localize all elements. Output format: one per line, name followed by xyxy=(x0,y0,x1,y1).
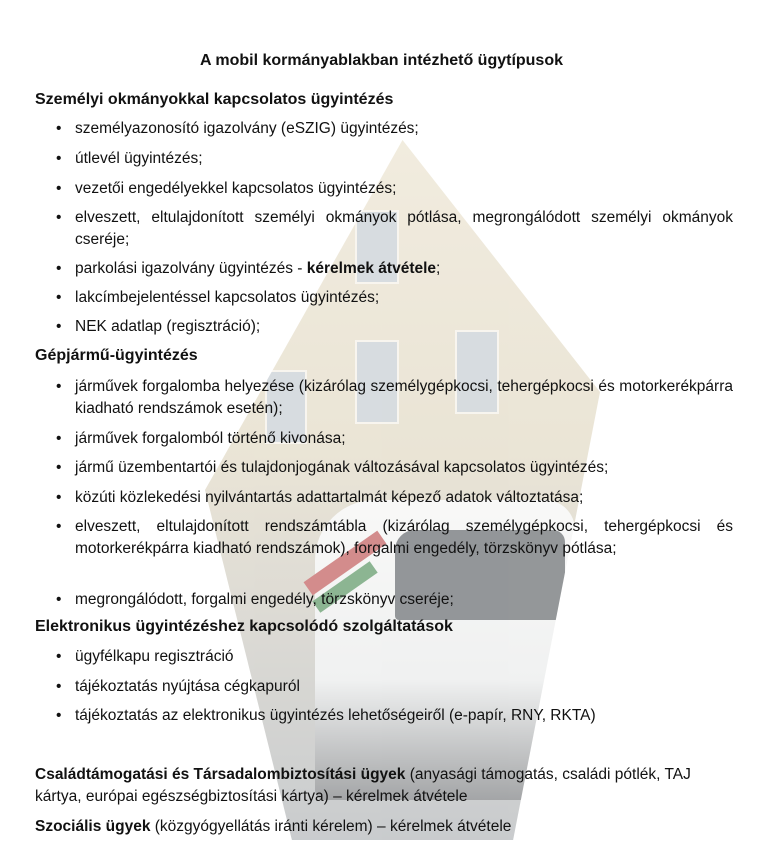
list-item: • megrongálódott, forgalmi engedély, törzskönyv cseréje; xyxy=(56,591,454,608)
list-item: • útlevél ügyintézés; xyxy=(56,150,203,167)
page-title: A mobil kormányablakban intézhető ügytípusok xyxy=(199,52,563,69)
list-item: • parkolási igazolvány ügyintézés - kérelmek átvétele; xyxy=(56,260,441,277)
list-item: • jármű üzembentartói és tulajdonjogának változásával kapcsolatos ügyintézés; xyxy=(56,459,609,476)
list-item: • járművek forgalomból történő kivonása; xyxy=(56,430,346,447)
family-support-paragraph: Családtámogatási és Társadalombiztosítási ügyek (anyasági támogatás, családi pótlék, TAJ kártya, európai egészségbiztosítási kártya) – kérelmek átvétele xyxy=(35,766,691,805)
list-item: • járművek forgalomba helyezése (kizárólag személygépkocsi, tehergépkocsi és motorkerékpárra kiadható rendszámok esetén); xyxy=(56,378,733,417)
list-item: • ügyfélkapu regisztráció xyxy=(56,648,234,665)
list-item: • lakcímbejelentéssel kapcsolatos ügyintézés; xyxy=(56,289,380,306)
list-item: • közúti közlekedési nyilvántartás adattartalmát képező adatok változtatása; xyxy=(56,489,584,506)
section-heading-vehicle: Gépjármű-ügyintézés xyxy=(35,347,198,364)
section-heading-electronic-services: Elektronikus ügyintézéshez kapcsolódó szolgáltatások xyxy=(35,618,453,635)
list-item: • tájékoztatás az elektronikus ügyintézés lehetőségeiről (e-papír, RNY, RKTA) xyxy=(56,707,596,724)
list-item: • NEK adatlap (regisztráció); xyxy=(56,318,261,335)
section-heading-personal-documents: Személyi okmányokkal kapcsolatos ügyintézés xyxy=(35,91,394,108)
list-item: • elveszett, eltulajdonított rendszámtábla (kizárólag személygépkocsi, tehergépkocsi és motorkerékpárra kiadható rendszámok), forgalmi engedély, törzskönyv pótlása; xyxy=(56,518,733,557)
list-item: • személyazonosító igazolvány (eSZIG) ügyintézés; xyxy=(56,120,419,137)
list-item: • vezetői engedélyekkel kapcsolatos ügyintézés; xyxy=(56,180,397,197)
list-item: • tájékoztatás nyújtása cégkapuról xyxy=(56,678,300,695)
list-item: • elveszett, eltulajdonított személyi okmányok pótlása, megrongálódott személyi okmányok cseréje; xyxy=(56,209,733,248)
social-affairs-paragraph: Szociális ügyek (közgyógyellátás iránti kérelem) – kérelmek átvétele xyxy=(35,818,512,835)
